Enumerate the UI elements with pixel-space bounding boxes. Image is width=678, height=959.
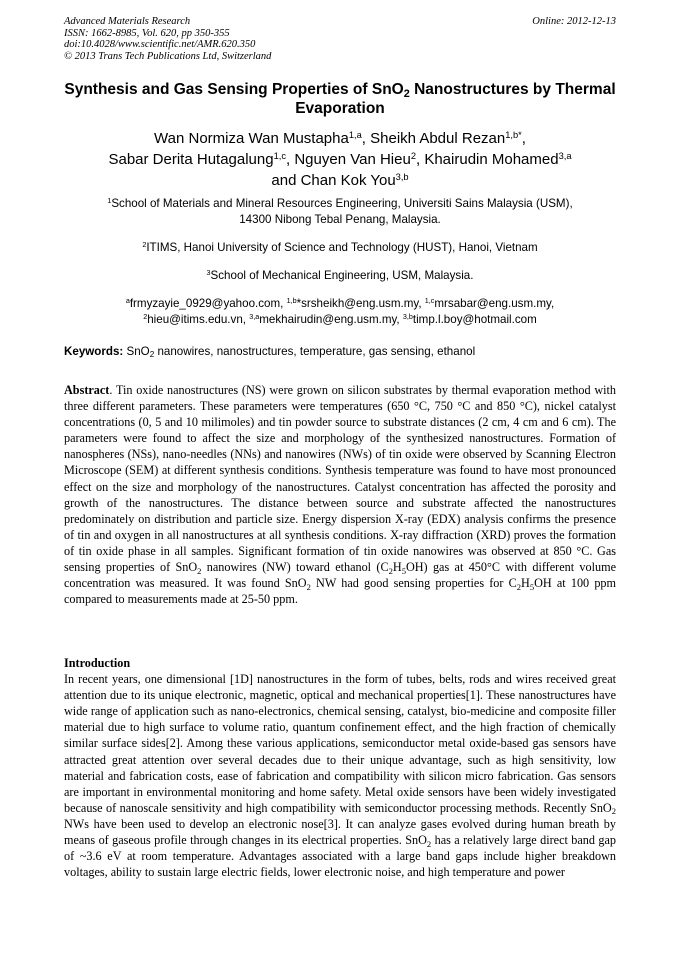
introduction-text: has a relatively large direct band gap of ~3.6 eV at room temperature. Advantages associated with a large band gaps include higher breakdown voltages, ability to sustain large electric fields, lower electronic noise, and high temperature and power [64, 833, 617, 880]
keywords [64, 344, 616, 359]
email-address: *srsheikh@eng.usm.my, [296, 297, 425, 310]
author-separator: , [361, 130, 371, 147]
abstract-subscript: 5 [529, 581, 535, 592]
title-part-1: Synthesis and Gas Sensing Properties of SnO [64, 81, 404, 98]
introduction-subscript: 2 [611, 806, 616, 817]
author-line [64, 149, 616, 170]
abstract-text: NW had good sensing properties for C [310, 576, 517, 591]
abstract-text: . Tin oxide nanostructures (NS) were grown on silicon substrates by thermal evaporation method with three different parameters. These parameters were temperatures (650 °C, 750 °C and 850 °C), nickel catalyst concentrations (0, 5 and 10 milimoles) and tin powder source to substrate distances (2 cm, 4 cm and 6 cm). The parameters were found to affect the size and morphology of the synthesized nanostructures. Formation of nanospheres (NSs), nano-needles (NNs) and nanowires (NWs) of tin oxide were observed by Scanning Electron Microscope (SEM) at different synthesis conditions. Synthesis temperature was found to have most pronounced effect on the size and morphology of the nanostructures. Catalyst concentration has affected the porosity and growth of the nanostructures. The distance between source and substrate affected the nanostructures predominately on distribution and particle size. Energy dispersion X-ray (EDX) analysis confirms the presence of tin and oxygen in all nanostructures at all synthesis conditions. X-ray diffraction (XRD) proves the formation of tin oxide phase in all samples. Significant formation of tin oxide nanowires was observed at 850 °C. Gas sensing properties of SnO [64, 383, 616, 575]
email-address: mekhairudin@eng.usm.my, [259, 313, 403, 326]
keywords-subscript: 2 [149, 350, 155, 360]
abstract-paragraph [64, 382, 616, 607]
author-name: Nguyen Van Hieu [294, 151, 411, 168]
abstract-section [64, 382, 616, 607]
affiliation-2 [64, 240, 616, 256]
introduction-subscript: 2 [426, 838, 432, 849]
affiliation-text: School of Materials and Mineral Resources Engineering, Universiti Sains Malaysia (USM), [111, 197, 573, 210]
author-name: and Chan Kok You [271, 172, 396, 189]
abstract-subscript: 2 [516, 581, 522, 592]
author-affiliation-mark: 1,b* [505, 129, 522, 140]
abstract-text: OH at 100 ppm compared to measurements made at 25-50 ppm. [64, 576, 616, 607]
email-address: timp.l.boy@hotmail.com [412, 313, 537, 326]
author-name: Wan Normiza Wan Mustapha [154, 130, 349, 147]
journal-name: Advanced Materials Research [64, 16, 191, 27]
email-mark: 2 [143, 312, 148, 322]
author-line [64, 170, 616, 191]
issn-line: ISSN: 1662-8985, Vol. 620, pp 350-355 [64, 27, 230, 39]
abstract-text: OH) gas at 450°C with different volume concentration was measured. It was found SnO [64, 560, 616, 591]
keywords-label: Keywords: [64, 345, 124, 358]
paper-title [64, 80, 616, 118]
author-line [64, 128, 616, 149]
author-affiliation-mark: 1,c [273, 150, 286, 161]
author-separator: , [286, 151, 295, 168]
introduction-text: NWs have been used to develop an electronic nose[3]. It can analyze gases evolved during human breath by means of gaseous profile through changes in its electrical properties. SnO [64, 816, 616, 848]
abstract-text: H [521, 576, 530, 591]
title-part-2: Nanostructures by Thermal Evaporation [295, 81, 616, 117]
author-list [64, 128, 616, 191]
author-name: Khairudin Mohamed [424, 151, 559, 168]
email-address: hieu@itims.edu.vn, [147, 313, 250, 326]
affiliation-mark: 3 [206, 268, 211, 278]
email-mark: 1,c [424, 296, 435, 306]
author-affiliation-mark: 3,b [395, 171, 409, 182]
title-subscript: 2 [403, 88, 410, 101]
email-mark: a [125, 296, 130, 306]
affiliation-mark: 2 [142, 240, 147, 250]
copyright-line: © 2013 Trans Tech Publications Ltd, Switzerland [64, 50, 272, 62]
keywords-list: nanowires, nanostructures, temperature, gas sensing, ethanol [154, 345, 476, 358]
abstract-text: H [392, 560, 402, 575]
journal-header [64, 16, 616, 62]
author-affiliation-mark: 2 [410, 150, 416, 161]
author-name: Sabar Derita Hutagalung [108, 151, 274, 168]
introduction-paragraph [64, 671, 616, 880]
abstract-subscript: 2 [197, 565, 202, 576]
abstract-text: nanowires (NW) toward ethanol (C [201, 560, 389, 575]
email-address: mrsabar@eng.usm.my, [434, 297, 555, 310]
introduction-section [64, 655, 616, 880]
introduction-heading: Introduction [64, 656, 131, 670]
affiliation-3 [64, 268, 616, 284]
affiliation-line: 14300 Nibong Tebal Penang, Malaysia. [239, 213, 441, 226]
author-name: Sheikh Abdul Rezan [370, 130, 506, 147]
affiliation-text: School of Mechanical Engineering, USM, Malaysia. [210, 269, 474, 282]
doi-line: doi:10.4028/www.scientific.net/AMR.620.350 [64, 39, 256, 51]
abstract-subscript: 2 [306, 581, 311, 592]
author-affiliation-mark: 1,a [348, 129, 362, 140]
email-mark: 1,b [286, 296, 297, 306]
author-affiliation-mark: 3,a [558, 150, 572, 161]
email-mark: 3,a [249, 312, 260, 322]
affiliation-1 [64, 196, 616, 228]
email-line [64, 312, 616, 328]
abstract-heading: Abstract [64, 383, 110, 397]
affiliation-text: ITIMS, Hanoi University of Science and Technology (HUST), Hanoi, Vietnam [146, 241, 538, 254]
abstract-subscript: 5 [401, 565, 406, 576]
online-date: Online: 2012-12-13 [532, 16, 616, 27]
introduction-text: In recent years, one dimensional [1D] nanostructures in the form of tubes, belts, rods and wires received great attention due to its unique electronic, magnetic, optical and mechanical properties[1]. These nanostructures have wide range of application such as nano-electronics, chemical sensing, catalyst, bio-medicine and composite filler material due to high surface to volume ratio, quantum confinement effect, and the high fraction of chemically similar surface sides[2]. Among these various applications, semiconductor metal oxide-based gas sensors have attracted great attention over several decades due to their unique advantage, such as high sensitivity, low material and fabrication costs, ease of fabrication and compatibility with silicon micro fabrication. Gas sensors are important in environmental monitoring and home safety. Metal oxide sensors have been widely investigated because of nanoscale sensitivity and high compatibility with semiconductor processing methods. Recently SnO [64, 672, 616, 815]
email-address: frmyzayie_0929@yahoo.com, [129, 297, 287, 310]
keywords-sno: SnO [123, 345, 150, 358]
affiliation-line [64, 196, 616, 212]
email-mark: 3,b [402, 312, 413, 322]
email-list [64, 296, 616, 328]
abstract-subscript: 2 [388, 565, 393, 576]
affiliation-mark: 1 [107, 196, 112, 206]
author-separator: , [521, 130, 526, 147]
author-separator: , [415, 151, 425, 168]
email-line [64, 296, 616, 312]
